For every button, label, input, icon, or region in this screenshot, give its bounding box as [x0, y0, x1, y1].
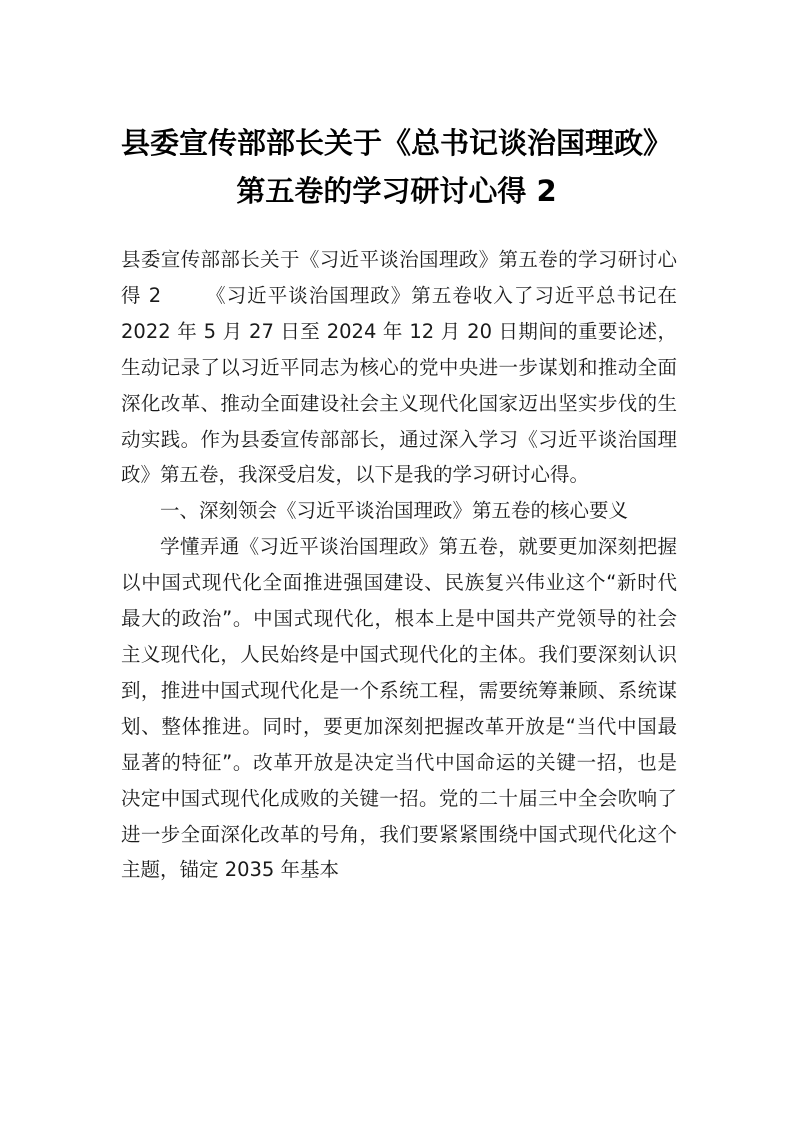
document-title-line-1: 县委宣传部部长关于《总书记谈治国理政》 [120, 126, 672, 160]
paragraph-2: 学懂弄通《习近平谈治国理政》第五卷，就要更加深刻把握以中国式现代化全面推进强国建设、民族复兴伟业这个“新时代最大的政治”。中国式现代化，根本上是中国共产党领导的社会主义现代化，人民始终是中国式现代化的主体。我们要深刻认识到，推进中国式现代化是一个系统工程，需要统筹兼顾、系统谋划、整体推进。同时，要更加深刻把握改革开放是“当代中国最显著的特征”。改革开放是决定当代中国命运的关键一招，也是决定中国式现代化成败的关键一招。党的二十届三中全会吹响了进一步全面深化改革的号角，我们要紧紧围绕中国式现代化这个主题，锚定 2035 年基本 [121, 535, 677, 882]
intro-heading: 县委宣传部部长关于《习近平谈治国理政》第五卷的学习研讨心得 2 [121, 248, 677, 307]
paragraph-1: 《习近平谈治国理政》第五卷收入了习近平总书记在 2022 年 5 月 27 日至 2024 年 12 月 20 日期间的重要论述，生动记录了以习近平同志为核心的党中央进一步谋划和推动全面深化改革、推动全面建设社会主义现代化国家迈出坚实步伐的生动实践。作为县委宣传部部长，通过深入学习《习近平谈治国理政》第五卷，我深受启发，以下是我的学习研讨心得。 [121, 283, 677, 487]
intro-paragraph [121, 242, 677, 493]
section-1-heading: 一、深刻领会《习近平谈治国理政》第五卷的核心要义 [160, 499, 629, 523]
document-body [121, 242, 677, 888]
document-title-line-2: 第五卷的学习研讨心得 2 [236, 174, 557, 208]
